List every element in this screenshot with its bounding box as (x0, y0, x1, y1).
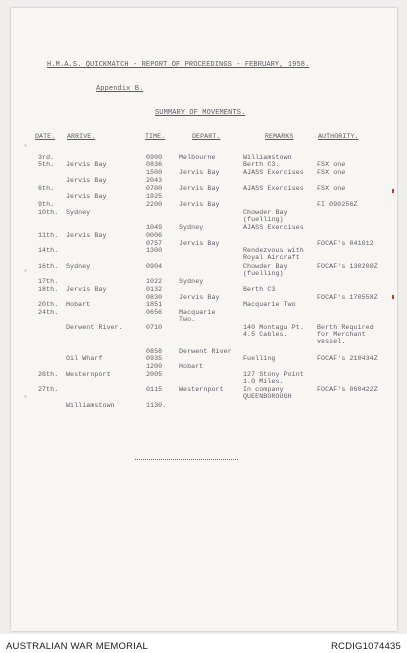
cell-depart: Macquarie Two. (179, 309, 216, 323)
cell-arrive: Jervis Bay (66, 286, 107, 293)
cell-remarks: Berth C3. (243, 161, 280, 168)
cell-depart: Jervis Bay (179, 240, 220, 247)
cell-arrive: Williamstown (66, 402, 115, 409)
punch-hole (24, 269, 27, 272)
cell-time: 0836 (146, 161, 163, 168)
cell-time: 2005 (146, 371, 163, 378)
cell-time: 0858 (146, 348, 163, 355)
cell-time: 2043 (146, 177, 163, 184)
cell-time: 0935 (146, 355, 163, 362)
header-arrive: ARRIVE. (67, 133, 96, 140)
cell-remarks: Fuelling (243, 355, 276, 362)
cell-date: 11th. (38, 232, 59, 239)
cell-depart: Derwent River (179, 348, 232, 355)
cell-date: 26th. (38, 371, 59, 378)
cell-authority: FSX one (317, 185, 346, 192)
cell-authority: FOCAF's 130200Z (317, 263, 378, 270)
cell-authority: FOCAF's 210434Z (317, 355, 378, 362)
cell-arrive: Jervis Bay (66, 232, 107, 239)
footer-source: AUSTRALIAN WAR MEMORIAL (6, 641, 149, 652)
cell-time: 1925 (146, 193, 163, 200)
appendix-label: Appendix B. (96, 85, 144, 93)
cell-depart: Westernport (179, 386, 224, 393)
cell-date: 9th. (38, 201, 55, 208)
cell-date: 20th. (38, 301, 59, 308)
cell-remarks: AJASS Exercises (243, 224, 304, 231)
cell-arrive: Jervis Bay (66, 193, 107, 200)
cell-remarks: Berth C3 (243, 286, 276, 293)
cell-remarks: Macquarie Two (243, 301, 296, 308)
cell-depart: Hobart (179, 363, 204, 370)
red-margin-mark (392, 189, 394, 193)
cell-date: 3rd. (38, 154, 55, 161)
header-time: TIME. (145, 133, 166, 140)
cell-depart: Jervis Bay (179, 185, 220, 192)
header-date: DATE. (35, 133, 56, 140)
summary-heading: SUMMARY OF MOVEMENTS. (155, 109, 246, 117)
cell-time: 0006 (146, 232, 163, 239)
cell-remarks: In company QUEENBOROUGH (243, 386, 292, 400)
cell-remarks: Chowder Bay (fuelling) (243, 209, 288, 223)
cell-depart: Jervis Bay (179, 201, 220, 208)
cell-authority: FSX one (317, 161, 346, 168)
punch-hole (24, 144, 27, 147)
punch-hole (24, 395, 27, 398)
cell-depart: Melbourne (179, 154, 216, 161)
footer-reference: RCDIG1074435 (331, 641, 401, 652)
cell-remarks: AJASS Exercises (243, 169, 304, 176)
document-title: H.M.A.S. QUICKMATCH - REPORT OF PROCEEDINGS - FEBRUARY, 1958. (47, 61, 310, 69)
cell-remarks: AJASS Exercises (243, 185, 304, 192)
cell-authority: FI 090256Z (317, 201, 358, 208)
cell-date: 14th. (38, 247, 59, 254)
cell-depart: Sydney (179, 278, 204, 285)
cell-authority: FOCAF's 170558Z (317, 294, 378, 301)
header-remarks: REMARKS (265, 133, 294, 140)
cell-time: 1200 (146, 363, 163, 370)
cell-arrive: Oil Wharf (66, 355, 103, 362)
cell-date: 10th. (38, 209, 59, 216)
cell-time: 0700 (146, 185, 163, 192)
cell-arrive: Hobart (66, 301, 91, 308)
cell-authority: FSX one (317, 169, 346, 176)
cell-time: 1130. (146, 402, 167, 409)
cell-arrive: Sydney (66, 209, 91, 216)
cell-time: 0904 (146, 263, 163, 270)
cell-date: 5th. (38, 161, 55, 168)
cell-arrive: Jervis Bay (66, 161, 107, 168)
cell-time: 1300 (146, 247, 163, 254)
red-margin-mark (392, 295, 394, 299)
cell-remarks: Chowder Bay (fuelling) (243, 263, 288, 277)
cell-date: 18th. (38, 286, 59, 293)
cell-time: 1049 (146, 224, 163, 231)
cell-time: 2200 (146, 201, 163, 208)
cell-authority: Berth Required for Merchant vessel. (317, 324, 374, 345)
cell-authority: FOCAF's 060422Z (317, 386, 378, 393)
cell-arrive: Derwent River. (66, 324, 123, 331)
cell-time: 1500 (146, 169, 163, 176)
cell-remarks: 140 Montagu Pt. 4.5 Cables. (243, 324, 304, 338)
cell-arrive: Westernport (66, 371, 111, 378)
cell-arrive: Jervis Bay (66, 177, 107, 184)
cell-time: 0830 (146, 294, 163, 301)
cell-depart: Jervis Bay (179, 169, 220, 176)
cell-time: 1022 (146, 278, 163, 285)
cell-time: 0757 (146, 240, 163, 247)
cell-time: 1851 (146, 301, 163, 308)
cell-arrive: Sydney (66, 263, 91, 270)
cell-depart: Jervis Bay (179, 294, 220, 301)
cell-time: 0710 (146, 324, 163, 331)
cell-date: 17th. (38, 278, 59, 285)
closing-dotted-line (135, 459, 238, 460)
cell-date: 24th. (38, 309, 59, 316)
header-depart: DEPART. (192, 133, 221, 140)
cell-date: 27th. (38, 386, 59, 393)
cell-time: 0656 (146, 309, 163, 316)
cell-date: 6th. (38, 185, 55, 192)
cell-date: 16th. (38, 263, 59, 270)
cell-remarks: 127 Stony Point 1.0 Miles. (243, 371, 304, 385)
cell-time: 0115 (146, 386, 163, 393)
cell-time: 0900 (146, 154, 163, 161)
cell-authority: FOCAF's 041012 (317, 240, 374, 247)
cell-time: 0132 (146, 286, 163, 293)
cell-remarks: Williamstown (243, 154, 292, 161)
cell-remarks: Rendezvous with Royal Aircraft (243, 247, 304, 261)
header-authority: AUTHORITY. (318, 133, 359, 140)
cell-depart: Sydney (179, 224, 204, 231)
